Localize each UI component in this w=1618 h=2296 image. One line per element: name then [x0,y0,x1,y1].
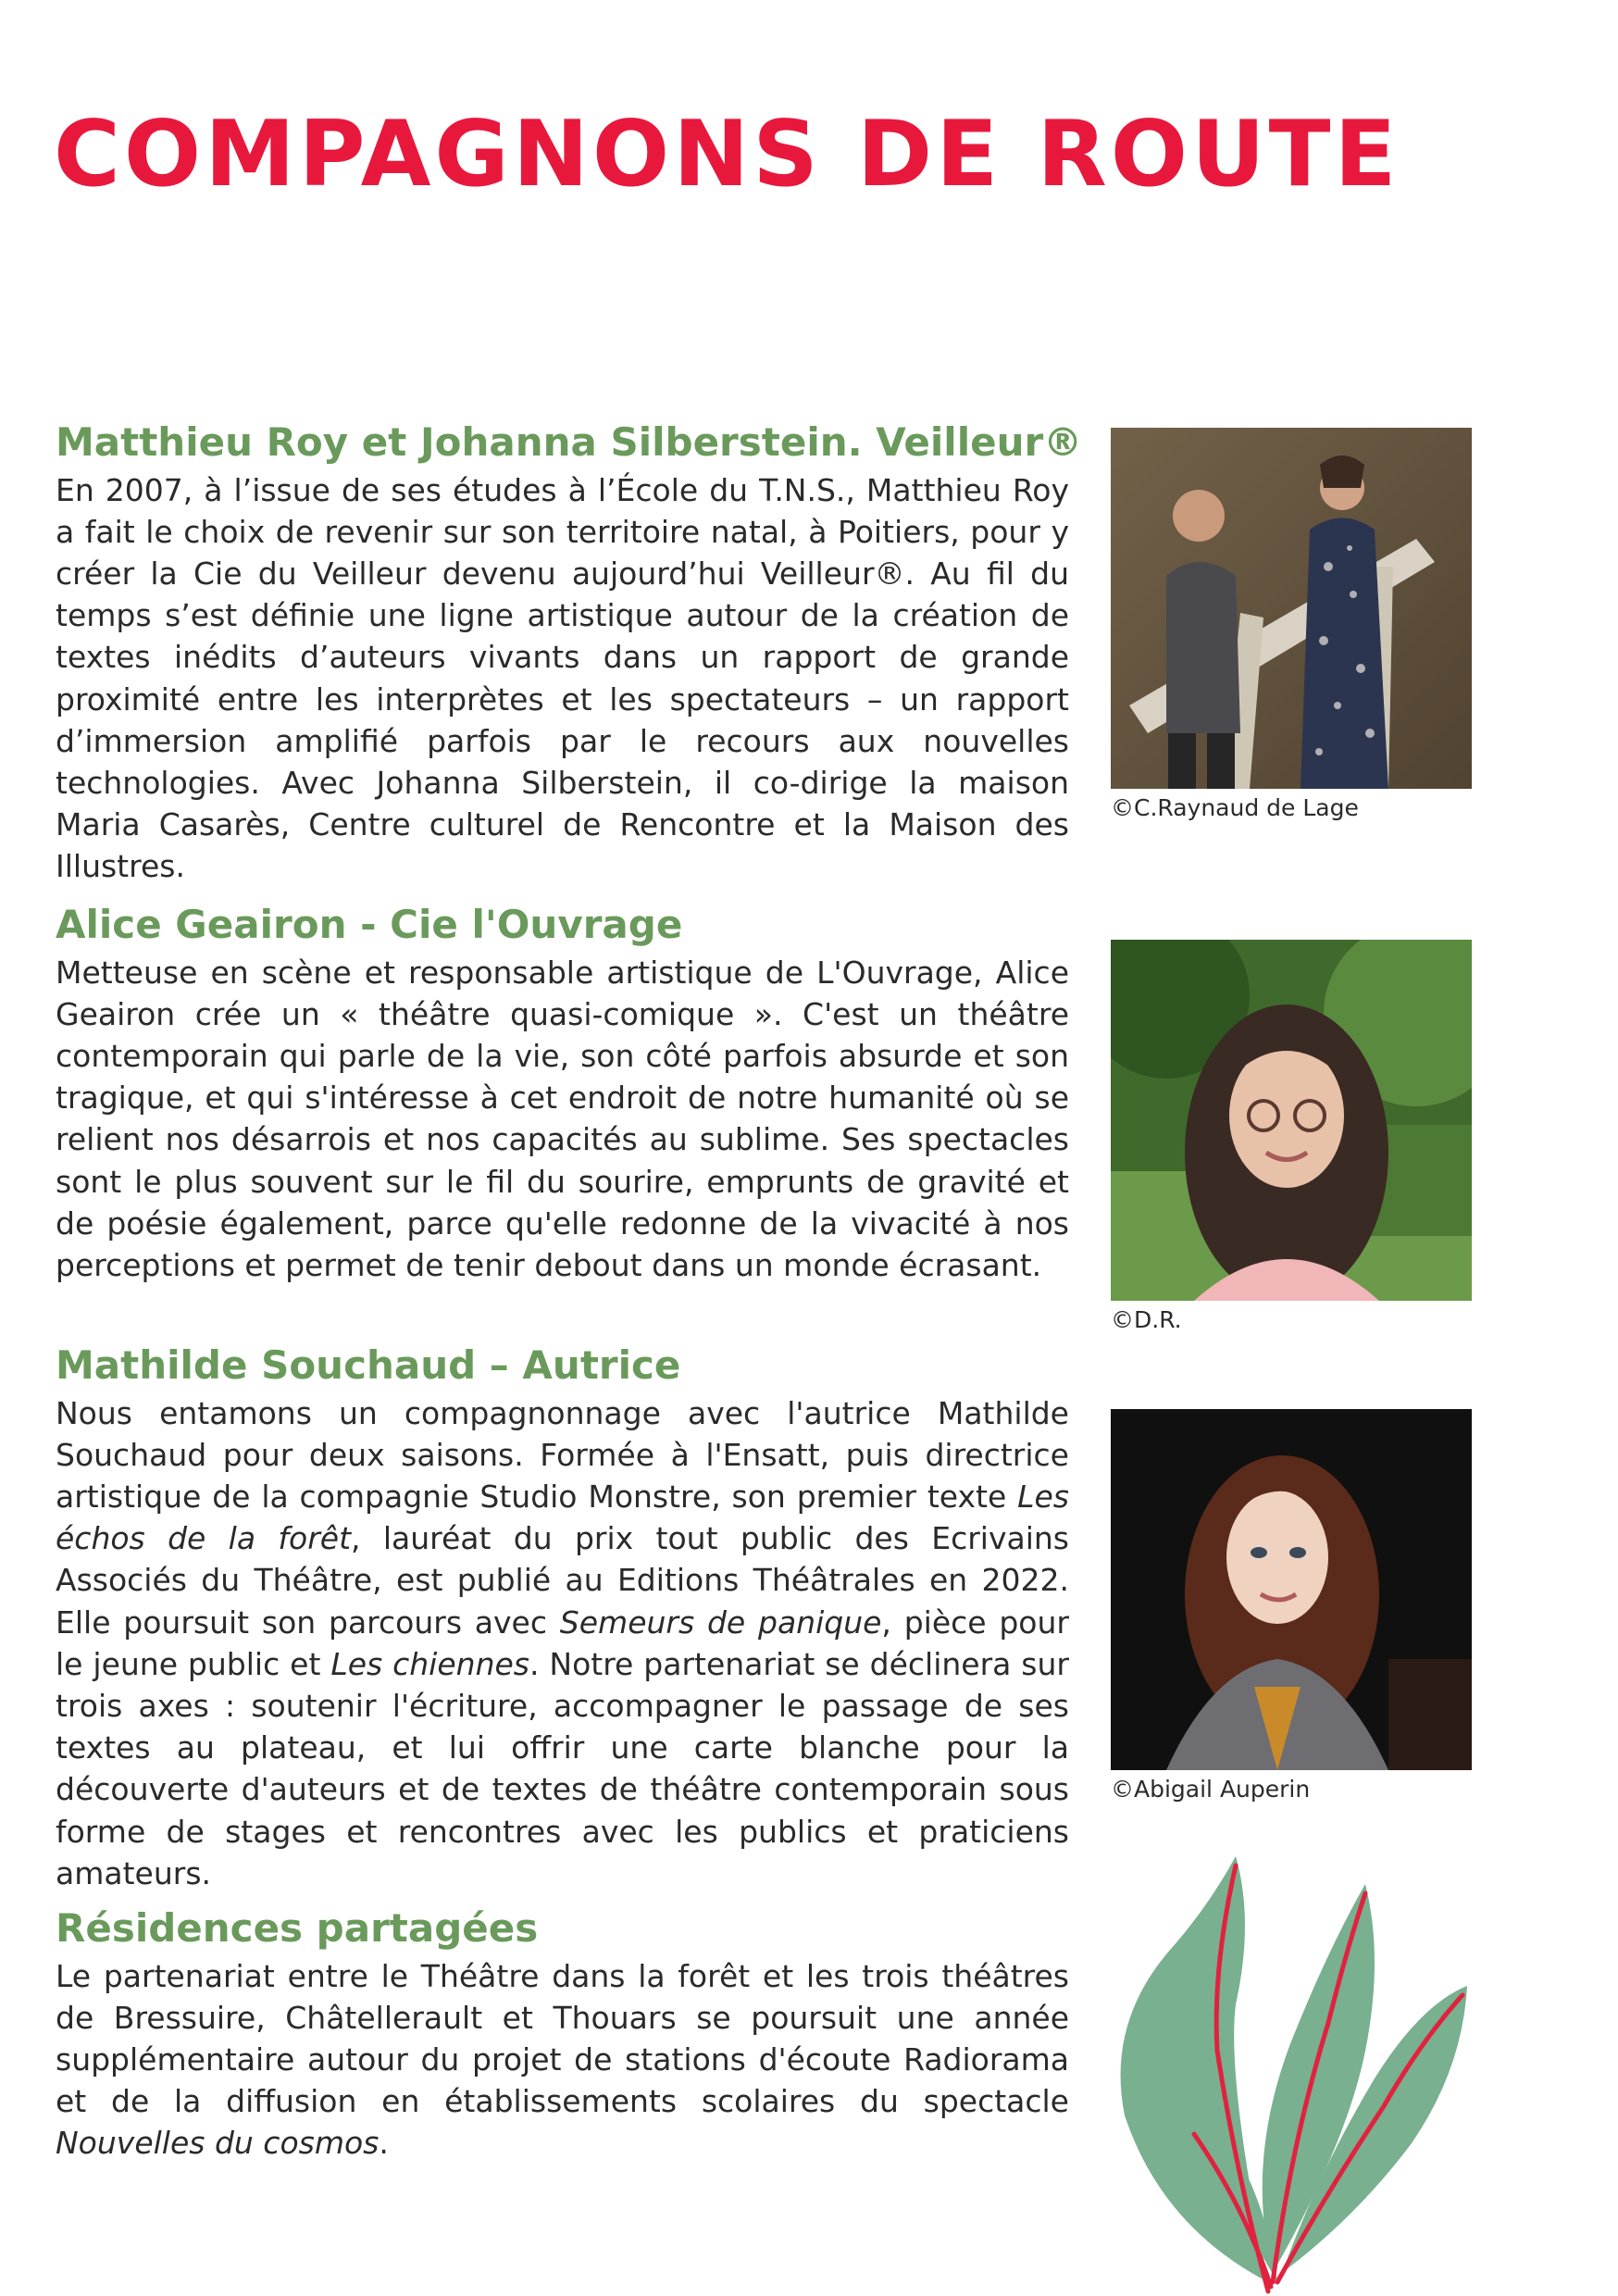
photo-block-roy-silberstein [1111,428,1472,822]
body-text: . Notre partenariat se déclinera sur trois axes : soutenir l'écriture, accompagner le passage de ses textes au plateau, et lui offrir une carte blanche pour la découverte d'auteurs et de textes de théâtre contemporain sous forme de stages et rencontres avec les publics et praticiens amateurs. [56,1645,1069,1891]
photo-credit: ©C.Raynaud de Lage [1111,794,1359,821]
portrait-photo-roy-silberstein [1111,428,1472,789]
portrait-photo-mathilde-souchaud [1111,1409,1472,1770]
work-title: Les chiennes [330,1645,529,1682]
section-alice-geairon [56,901,1069,1286]
photo-credit: ©Abigail Auperin [1111,1776,1311,1803]
page-title: COMPAGNONS DE ROUTE [54,102,1400,207]
body-text: , lauréat du prix tout public des Ecrivains Associés du Théâtre, est publié au Editions Théâtrales en 2022. Elle poursuit son parcours avec [56,1520,1069,1641]
photo-credit: ©D.R. [1111,1306,1182,1333]
work-title: Semeurs de panique [559,1603,882,1641]
section-body: En 2007, à l’issue de ses études à l’École du T.N.S., Matthieu Roy a fait le choix de revenir sur son territoire natal, à Poitiers, pour y créer la Cie du Veilleur devenu aujourd’hui Veilleur®. Au fil du temps s’est définie une ligne artistique autour de la création de textes inédits d’auteurs vivants dans un rapport de grande proximité entre les interprètes et les spectateurs – un rapport d’immersion amplifié parfois par le recours aux nouvelles technologies. Avec Johanna Silberstein, il co-dirige la maison Maria Casarès, Centre culturel de Rencontre et la Maison des Illustres. [56,471,1069,885]
body-text: . [379,2125,389,2162]
photo-block-alice-geairon [1111,940,1472,1334]
work-title: Les échos de la forêt [56,1478,1069,1557]
leaf-illustration [1106,1838,1495,2296]
section-heading: Résidences partagées [56,1905,539,1951]
section-mathilde-souchaud [56,1341,1069,1894]
work-title: Nouvelles du cosmos [56,2125,380,2162]
section-body [56,1955,1069,2165]
section-heading: Alice Geairon - Cie l'Ouvrage [56,902,683,947]
section-matthieu-roy [56,418,1083,888]
portrait-photo-alice-geairon [1111,940,1472,1301]
section-heading: Mathilde Souchaud – Autrice [56,1342,681,1388]
section-body [56,1392,1069,1894]
photo-block-mathilde-souchaud [1111,1409,1472,1803]
section-heading: Matthieu Roy et Johanna Silberstein. Veilleur® [56,419,1083,465]
section-body: Metteuse en scène et responsable artistique de L'Ouvrage, Alice Geairon crée un « théâtre quasi-comique ». C'est un théâtre contemporain qui parle de la vie, son côté parfois absurde et son tragique, et qui s'intéresse à cet endroit de notre humanité où se relient nos désarrois et nos capacités au sublime. Ses spectacles sont le plus souvent sur le fil du sourire, emprunts de gravité et de poésie également, parce qu'elle redonne de la vivacité à nos perceptions et permet de tenir debout dans un monde écrasant. [56,954,1069,1283]
section-residences-partagees [56,1904,1069,2165]
body-text: Nous entamons un compagnonnage avec l'autrice Mathilde Souchaud pour deux saisons. Formée à l'Ensatt, puis directrice artistique de la compagnie Studio Monstre, son premier texte [56,1394,1069,1515]
body-text: Le partenariat entre le Théâtre dans la forêt et les trois théâtres de Bressuire, Châtellerault et Thouars se poursuit une année supplémentaire autour du projet de stations d'écoute Radiorama et de la diffusion en établissements scolaires du spectacle [56,1957,1069,2120]
body-text: , pièce pour le jeune public et [56,1603,1069,1682]
